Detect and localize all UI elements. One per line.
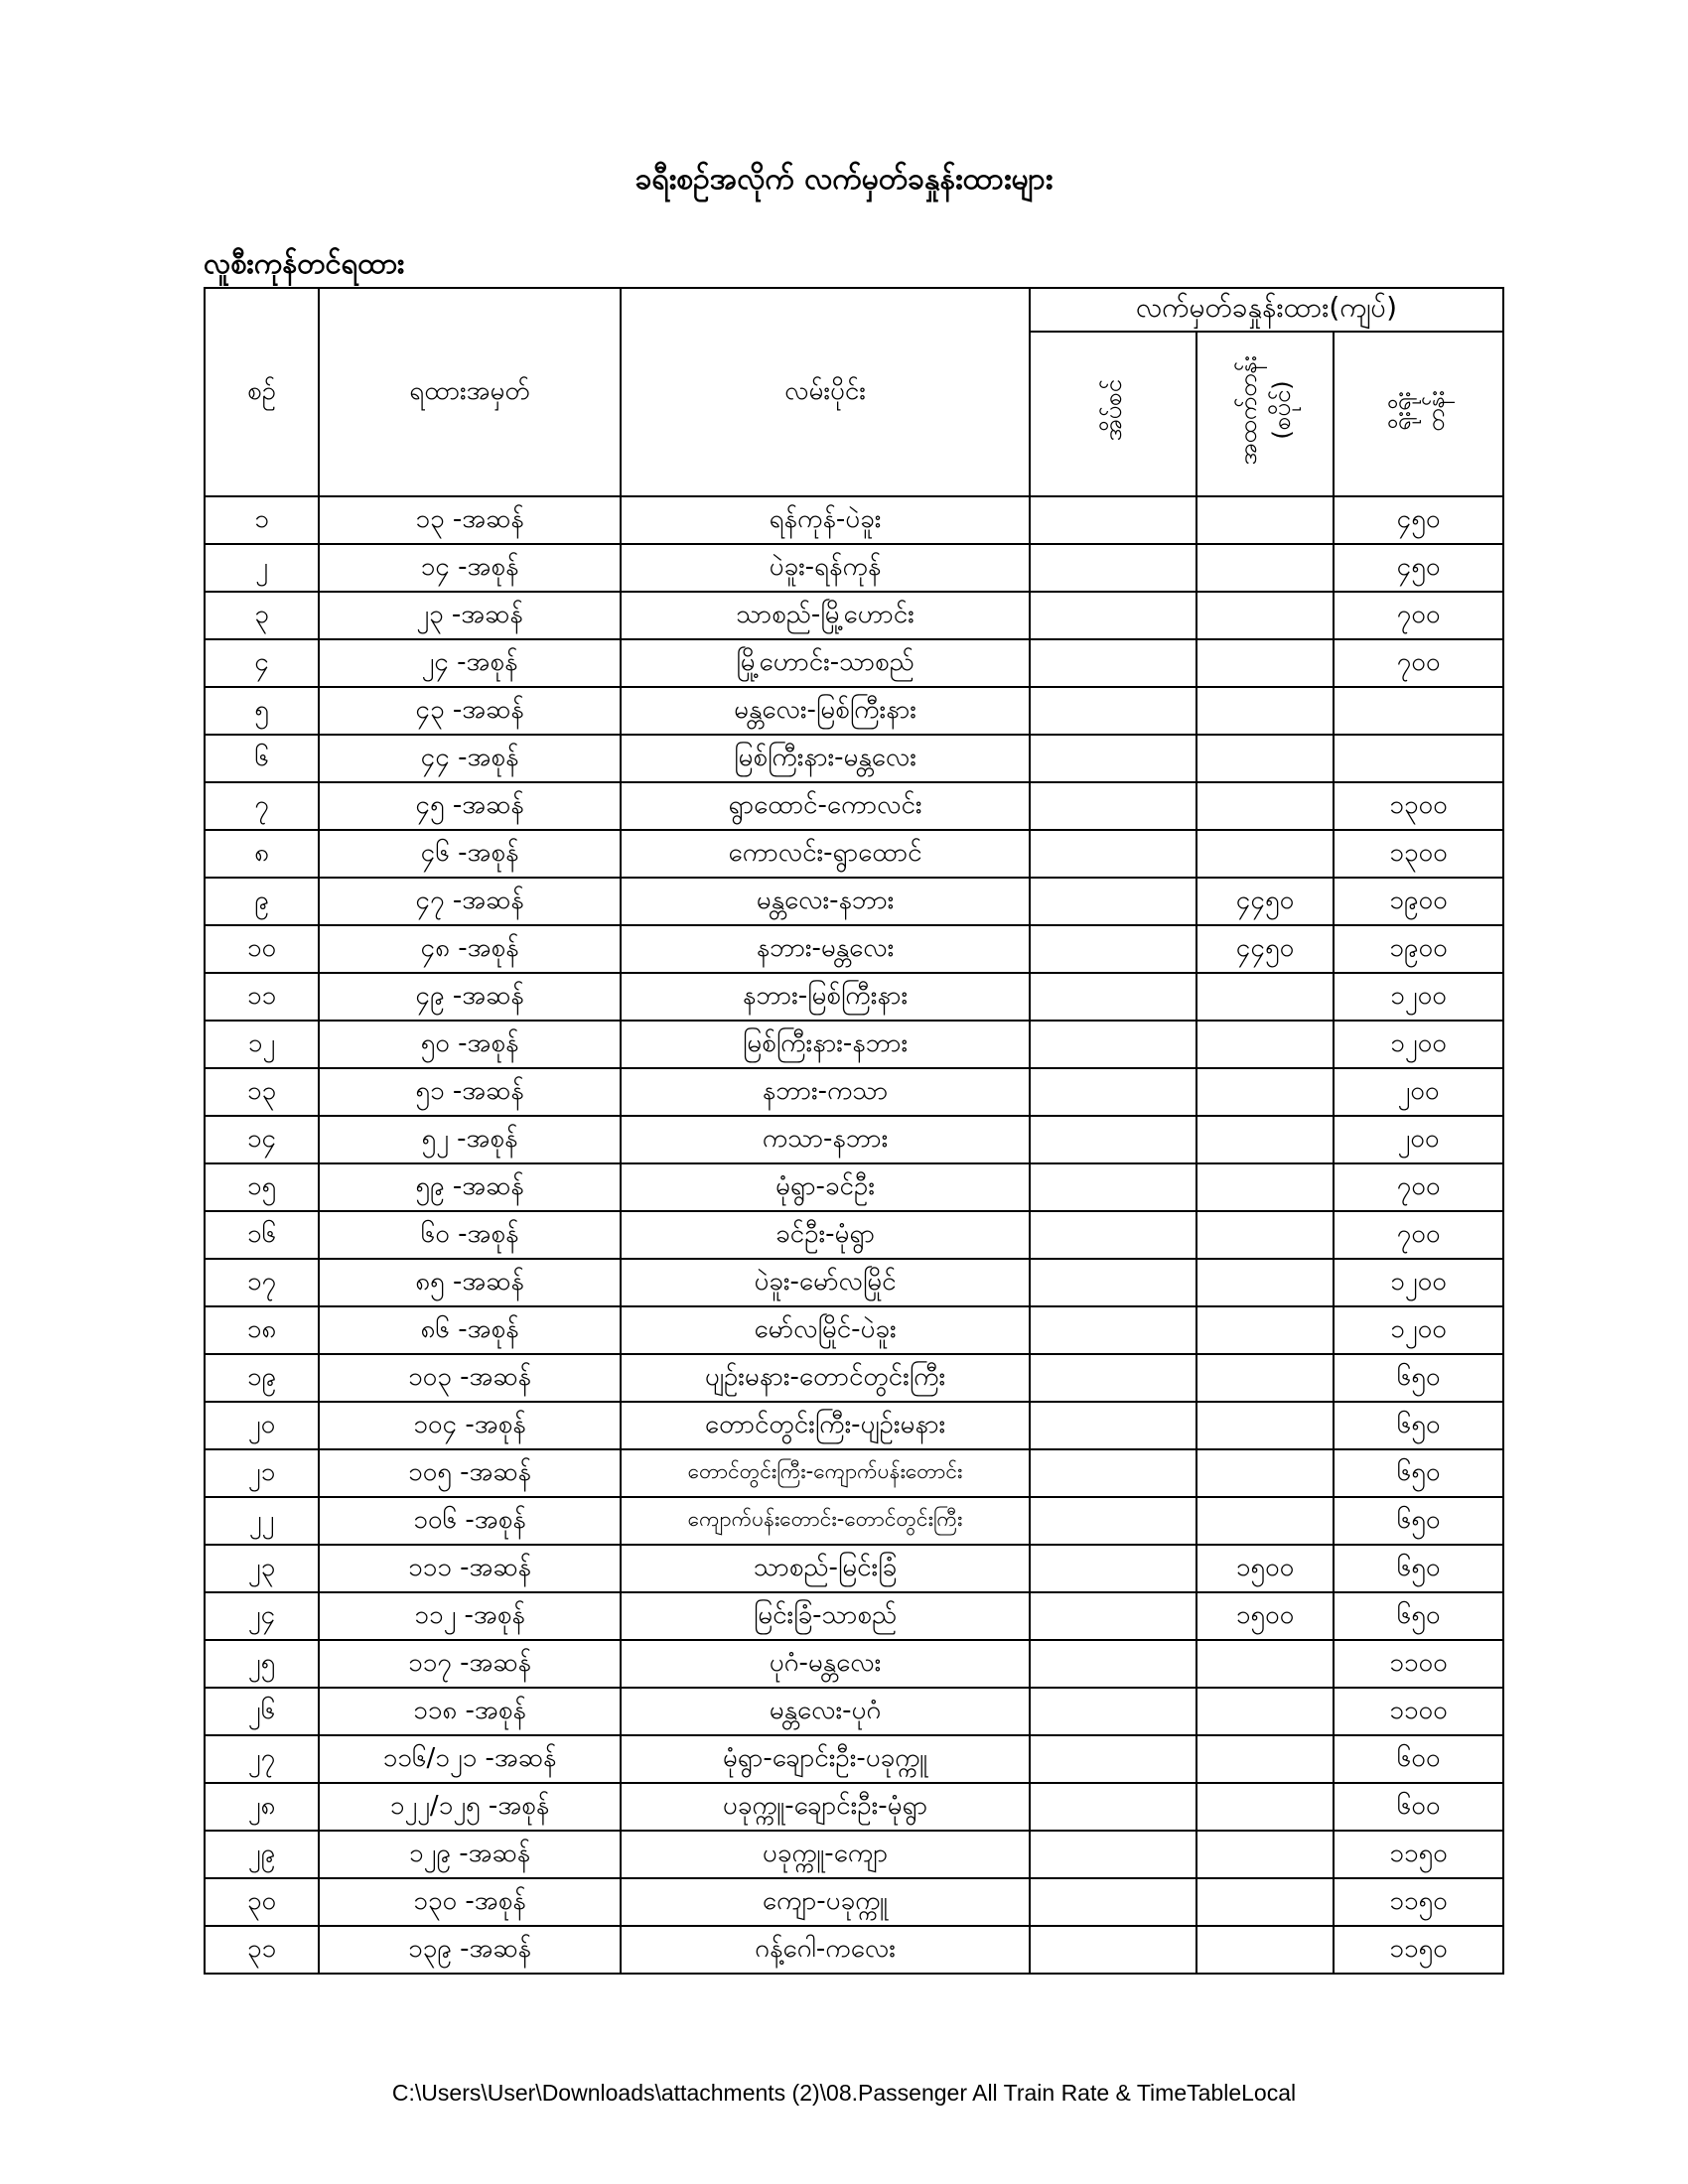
sleeper-rate-cell — [1030, 1163, 1196, 1211]
sleeper-rate-cell — [1030, 1926, 1196, 1974]
route-cell: မြင်းခြံ-သာစည် — [621, 1592, 1030, 1640]
sleeper-rate-cell — [1030, 639, 1196, 687]
ordinary-rate-cell: ၄၅၀ — [1334, 544, 1503, 592]
upper-class-rate-cell — [1196, 1831, 1334, 1878]
upper-class-rate-cell — [1196, 1402, 1334, 1449]
section-title: လူစီးကုန်တင်ရထား — [204, 246, 405, 280]
ordinary-rate-cell: ၁၂၀၀ — [1334, 1021, 1503, 1068]
upper-class-rate-cell — [1196, 496, 1334, 544]
upper-class-rate-cell — [1196, 1735, 1334, 1783]
sleeper-rate-cell — [1030, 496, 1196, 544]
ordinary-rate-cell: ၆၀၀ — [1334, 1783, 1503, 1831]
ordinary-rate-cell — [1334, 687, 1503, 735]
row-number-cell: ၁၆ — [205, 1211, 319, 1259]
route-cell: ခင်ဦး-မုံရွာ — [621, 1211, 1030, 1259]
sleeper-rate-cell — [1030, 1116, 1196, 1163]
row-number-cell: ၁၇ — [205, 1259, 319, 1306]
train-number-cell: ၄၈ -အစုန် — [319, 925, 621, 973]
ordinary-rate-cell: ၆၅၀ — [1334, 1545, 1503, 1592]
ordinary-rate-cell: ၁၁၅၀ — [1334, 1831, 1503, 1878]
sleeper-rate-cell — [1030, 687, 1196, 735]
ordinary-rate-cell: ၇၀၀ — [1334, 1163, 1503, 1211]
header-upper-class-label: အထက်တန်း (စပိုင်) — [1234, 355, 1296, 466]
header-rate-group: လက်မှတ်ခနှုန်းထား(ကျပ်) — [1030, 288, 1503, 332]
rate-table — [204, 287, 1504, 1975]
sleeper-rate-cell — [1030, 1688, 1196, 1735]
ordinary-rate-cell: ၆၅၀ — [1334, 1354, 1503, 1402]
train-number-cell: ၅၉ -အဆန် — [319, 1163, 621, 1211]
table-row — [205, 925, 1503, 973]
ordinary-rate-cell: ၇၀၀ — [1334, 592, 1503, 639]
table-row — [205, 878, 1503, 925]
train-number-cell: ၄၆ -အစုန် — [319, 830, 621, 878]
train-number-cell: ၁၀၆ -အစုန် — [319, 1497, 621, 1545]
sleeper-rate-cell — [1030, 1259, 1196, 1306]
sleeper-rate-cell — [1030, 1592, 1196, 1640]
table-row — [205, 973, 1503, 1021]
row-number-cell: ၆ — [205, 735, 319, 782]
sleeper-rate-cell — [1030, 1449, 1196, 1497]
row-number-cell: ၂၄ — [205, 1592, 319, 1640]
train-number-cell: ၂၃ -အဆန် — [319, 592, 621, 639]
sleeper-rate-cell — [1030, 973, 1196, 1021]
route-cell: ကျောက်ပန်းတောင်း-တောင်တွင်းကြီး — [621, 1497, 1030, 1545]
table-row — [205, 1783, 1503, 1831]
row-number-cell: ၂ — [205, 544, 319, 592]
ordinary-rate-cell: ၁၃၀၀ — [1334, 830, 1503, 878]
table-row — [205, 1021, 1503, 1068]
ordinary-rate-cell: ၇၀၀ — [1334, 1211, 1503, 1259]
table-row — [205, 1402, 1503, 1449]
row-number-cell: ၁၅ — [205, 1163, 319, 1211]
route-cell: ရွာထောင်-ကောလင်း — [621, 782, 1030, 830]
table-row — [205, 1163, 1503, 1211]
table-row — [205, 687, 1503, 735]
row-number-cell: ၃၁ — [205, 1926, 319, 1974]
table-row — [205, 1878, 1503, 1926]
row-number-cell: ၁၈ — [205, 1306, 319, 1354]
train-number-cell: ၁၄ -အစုန် — [319, 544, 621, 592]
route-cell: သာစည်-မြင်းခြံ — [621, 1545, 1030, 1592]
row-number-cell: ၃၀ — [205, 1878, 319, 1926]
train-number-cell: ၅၂ -အစုန် — [319, 1116, 621, 1163]
route-cell: ဂန့်ဂေါ-ကလေး — [621, 1926, 1030, 1974]
row-number-cell: ၂၆ — [205, 1688, 319, 1735]
row-number-cell: ၇ — [205, 782, 319, 830]
upper-class-rate-cell — [1196, 592, 1334, 639]
table-row — [205, 782, 1503, 830]
table-row — [205, 1211, 1503, 1259]
sleeper-rate-cell — [1030, 1402, 1196, 1449]
route-cell: တောင်တွင်းကြီး-ကျောက်ပန်းတောင်း — [621, 1449, 1030, 1497]
ordinary-rate-cell: ၁၂၀၀ — [1334, 1306, 1503, 1354]
ordinary-rate-cell: ၁၁၀၀ — [1334, 1640, 1503, 1688]
sleeper-rate-cell — [1030, 1497, 1196, 1545]
train-number-cell: ၁၁၈ -အစုန် — [319, 1688, 621, 1735]
route-cell: ပုဂံ-မန္တလေး — [621, 1640, 1030, 1688]
upper-class-rate-cell — [1196, 1783, 1334, 1831]
upper-class-rate-cell — [1196, 1926, 1334, 1974]
ordinary-rate-cell: ၆၅၀ — [1334, 1497, 1503, 1545]
ordinary-rate-cell: ၁၉၀၀ — [1334, 878, 1503, 925]
table-row — [205, 1259, 1503, 1306]
table-row — [205, 1831, 1503, 1878]
row-number-cell: ၈ — [205, 830, 319, 878]
sleeper-rate-cell — [1030, 735, 1196, 782]
upper-class-rate-cell — [1196, 1021, 1334, 1068]
sleeper-rate-cell — [1030, 1021, 1196, 1068]
header-ordinary-class-label: ရိုးရိုး တန်း — [1387, 389, 1450, 432]
table-row — [205, 735, 1503, 782]
sleeper-rate-cell — [1030, 1211, 1196, 1259]
row-number-cell: ၃ — [205, 592, 319, 639]
upper-class-rate-cell — [1196, 1688, 1334, 1735]
table-row — [205, 1545, 1503, 1592]
ordinary-rate-cell: ၆၀၀ — [1334, 1735, 1503, 1783]
table-row — [205, 1640, 1503, 1688]
route-cell: မန္တလေး-မြစ်ကြီးနား — [621, 687, 1030, 735]
ordinary-rate-cell: ၁၁၀၀ — [1334, 1688, 1503, 1735]
upper-class-rate-cell — [1196, 1306, 1334, 1354]
route-cell: မြစ်ကြီးနား-မန္တလေး — [621, 735, 1030, 782]
train-number-cell: ၅၁ -အဆန် — [319, 1068, 621, 1116]
sleeper-rate-cell — [1030, 1545, 1196, 1592]
route-cell: သာစည်-မြို့ဟောင်း — [621, 592, 1030, 639]
table-row — [205, 639, 1503, 687]
row-number-cell: ၂၈ — [205, 1783, 319, 1831]
row-number-cell: ၁၉ — [205, 1354, 319, 1402]
train-number-cell: ၁၂၉ -အဆန် — [319, 1831, 621, 1878]
upper-class-rate-cell — [1196, 830, 1334, 878]
upper-class-rate-cell: ၁၅၀၀ — [1196, 1592, 1334, 1640]
header-no: စဉ် — [205, 288, 319, 496]
ordinary-rate-cell: ၁၁၅၀ — [1334, 1878, 1503, 1926]
route-cell: နဘား-ကသာ — [621, 1068, 1030, 1116]
ordinary-rate-cell: ၁၃၀၀ — [1334, 782, 1503, 830]
upper-class-rate-cell — [1196, 1211, 1334, 1259]
route-cell: မုံရွာ-ချောင်းဦး-ပခုက္ကူ — [621, 1735, 1030, 1783]
route-cell: မန္တလေး-ပုဂံ — [621, 1688, 1030, 1735]
row-number-cell: ၂၂ — [205, 1497, 319, 1545]
table-row — [205, 1926, 1503, 1974]
sleeper-rate-cell — [1030, 925, 1196, 973]
file-path-footer: C:\Users\User\Downloads\attachments (2)\08.Passenger All Train Rate & TimeTableLocal — [391, 2080, 1297, 2106]
sleeper-rate-cell — [1030, 878, 1196, 925]
row-number-cell: ၅ — [205, 687, 319, 735]
train-number-cell: ၆၀ -အစုန် — [319, 1211, 621, 1259]
header-sleeper-label: အိပ်စင် — [1099, 379, 1127, 442]
row-number-cell: ၁၄ — [205, 1116, 319, 1163]
route-cell: တောင်တွင်းကြီး-ပျဉ်းမနား — [621, 1402, 1030, 1449]
table-row — [205, 544, 1503, 592]
upper-class-rate-cell — [1196, 1640, 1334, 1688]
route-cell: မုံရွာ-ခင်ဦး — [621, 1163, 1030, 1211]
table-row — [205, 592, 1503, 639]
table-row — [205, 1116, 1503, 1163]
row-number-cell: ၁၀ — [205, 925, 319, 973]
row-number-cell: ၂၉ — [205, 1831, 319, 1878]
table-row — [205, 1592, 1503, 1640]
upper-class-rate-cell — [1196, 1497, 1334, 1545]
train-number-cell: ၂၄ -အစုန် — [319, 639, 621, 687]
upper-class-rate-cell — [1196, 782, 1334, 830]
train-number-cell: ၁၀၃ -အဆန် — [319, 1354, 621, 1402]
train-number-cell: ၁၁၇ -အဆန် — [319, 1640, 621, 1688]
route-cell: နဘား-မန္တလေး — [621, 925, 1030, 973]
route-cell: မြစ်ကြီးနား-နဘား — [621, 1021, 1030, 1068]
train-number-cell: ၄၇ -အဆန် — [319, 878, 621, 925]
row-number-cell: ၂၃ — [205, 1545, 319, 1592]
row-number-cell: ၁ — [205, 496, 319, 544]
table-row — [205, 496, 1503, 544]
table-row — [205, 1735, 1503, 1783]
ordinary-rate-cell: ၆၅၀ — [1334, 1449, 1503, 1497]
header-route: လမ်းပိုင်း — [621, 288, 1030, 496]
sleeper-rate-cell — [1030, 1831, 1196, 1878]
route-cell: နဘား-မြစ်ကြီးနား — [621, 973, 1030, 1021]
sleeper-rate-cell — [1030, 1068, 1196, 1116]
row-number-cell: ၂၀ — [205, 1402, 319, 1449]
route-cell: ပခုက္ကူ-ချောင်းဦး-မုံရွာ — [621, 1783, 1030, 1831]
ordinary-rate-cell: ၂၀၀ — [1334, 1068, 1503, 1116]
upper-class-rate-cell — [1196, 1449, 1334, 1497]
table-row — [205, 1449, 1503, 1497]
ordinary-rate-cell: ၆၅၀ — [1334, 1402, 1503, 1449]
upper-class-rate-cell — [1196, 544, 1334, 592]
row-number-cell: ၂၁ — [205, 1449, 319, 1497]
sleeper-rate-cell — [1030, 782, 1196, 830]
row-number-cell: ၂၇ — [205, 1735, 319, 1783]
row-number-cell: ၁၃ — [205, 1068, 319, 1116]
train-number-cell: ၈၆ -အစုန် — [319, 1306, 621, 1354]
table-row — [205, 830, 1503, 878]
sleeper-rate-cell — [1030, 1640, 1196, 1688]
route-cell: ပျဉ်းမနား-တောင်တွင်းကြီး — [621, 1354, 1030, 1402]
train-number-cell: ၄၉ -အဆန် — [319, 973, 621, 1021]
table-row — [205, 1068, 1503, 1116]
route-cell: ပဲခူး-ရန်ကုန် — [621, 544, 1030, 592]
train-number-cell: ၁၃ -အဆန် — [319, 496, 621, 544]
sleeper-rate-cell — [1030, 830, 1196, 878]
sleeper-rate-cell — [1030, 544, 1196, 592]
route-cell: ရန်ကုန်-ပဲခူး — [621, 496, 1030, 544]
train-number-cell: ၄၃ -အဆန် — [319, 687, 621, 735]
route-cell: ပဲခူး-မော်လမြိုင် — [621, 1259, 1030, 1306]
table-row — [205, 1306, 1503, 1354]
ordinary-rate-cell: ၁၂၀၀ — [1334, 1259, 1503, 1306]
route-cell: မော်လမြိုင်-ပဲခူး — [621, 1306, 1030, 1354]
row-number-cell: ၉ — [205, 878, 319, 925]
route-cell: ပခုက္ကူ-ကျော — [621, 1831, 1030, 1878]
ordinary-rate-cell: ၄၅၀ — [1334, 496, 1503, 544]
table-row — [205, 1688, 1503, 1735]
train-number-cell: ၄၅ -အဆန် — [319, 782, 621, 830]
sleeper-rate-cell — [1030, 592, 1196, 639]
route-cell: မန္တလေး-နဘား — [621, 878, 1030, 925]
train-number-cell: ၁၁၁ -အဆန် — [319, 1545, 621, 1592]
ordinary-rate-cell — [1334, 735, 1503, 782]
upper-class-rate-cell — [1196, 973, 1334, 1021]
sleeper-rate-cell — [1030, 1735, 1196, 1783]
upper-class-rate-cell: ၁၅၀၀ — [1196, 1545, 1334, 1592]
ordinary-rate-cell: ၁၂၀၀ — [1334, 973, 1503, 1021]
train-number-cell: ၅၀ -အစုန် — [319, 1021, 621, 1068]
route-cell: ကျော-ပခုက္ကူ — [621, 1878, 1030, 1926]
ordinary-rate-cell: ၁၉၀၀ — [1334, 925, 1503, 973]
train-number-cell: ၁၃၉ -အဆန် — [319, 1926, 621, 1974]
header-upper-class — [1196, 332, 1334, 496]
header-sleeper — [1030, 332, 1196, 496]
train-number-cell: ၁၃၀ -အစုန် — [319, 1878, 621, 1926]
sleeper-rate-cell — [1030, 1878, 1196, 1926]
table-row — [205, 1497, 1503, 1545]
row-number-cell: ၂၅ — [205, 1640, 319, 1688]
row-number-cell: ၁၂ — [205, 1021, 319, 1068]
sleeper-rate-cell — [1030, 1783, 1196, 1831]
sleeper-rate-cell — [1030, 1354, 1196, 1402]
route-cell: မြို့ဟောင်း-သာစည် — [621, 639, 1030, 687]
upper-class-rate-cell — [1196, 639, 1334, 687]
train-number-cell: ၁၂၂/၁၂၅ -အစုန် — [319, 1783, 621, 1831]
table-body — [205, 496, 1503, 1974]
train-number-cell: ၈၅ -အဆန် — [319, 1259, 621, 1306]
row-number-cell: ၄ — [205, 639, 319, 687]
page-title: ခရီးစဉ်အလိုက် လက်မှတ်ခနှုန်းထားများ — [634, 162, 1054, 197]
upper-class-rate-cell — [1196, 1878, 1334, 1926]
header-train: ရထားအမှတ် — [319, 288, 621, 496]
route-cell: ကောလင်း-ရွာထောင် — [621, 830, 1030, 878]
row-number-cell: ၁၁ — [205, 973, 319, 1021]
train-number-cell: ၁၁၂ -အစုန် — [319, 1592, 621, 1640]
upper-class-rate-cell — [1196, 1068, 1334, 1116]
ordinary-rate-cell: ၆၅၀ — [1334, 1592, 1503, 1640]
train-number-cell: ၁၁၆/၁၂၁ -အဆန် — [319, 1735, 621, 1783]
upper-class-rate-cell — [1196, 1116, 1334, 1163]
ordinary-rate-cell: ၁၁၅၀ — [1334, 1926, 1503, 1974]
upper-class-rate-cell — [1196, 687, 1334, 735]
sleeper-rate-cell — [1030, 1306, 1196, 1354]
ordinary-rate-cell: ၂၀၀ — [1334, 1116, 1503, 1163]
route-cell: ကသာ-နဘား — [621, 1116, 1030, 1163]
upper-class-rate-cell — [1196, 1354, 1334, 1402]
upper-class-rate-cell: ၄၄၅၀ — [1196, 878, 1334, 925]
upper-class-rate-cell — [1196, 1259, 1334, 1306]
upper-class-rate-cell: ၄၄၅၀ — [1196, 925, 1334, 973]
ordinary-rate-cell: ၇၀၀ — [1334, 639, 1503, 687]
train-number-cell: ၁၀၅ -အဆန် — [319, 1449, 621, 1497]
upper-class-rate-cell — [1196, 735, 1334, 782]
train-number-cell: ၁၀၄ -အစုန် — [319, 1402, 621, 1449]
table-row — [205, 1354, 1503, 1402]
train-number-cell: ၄၄ -အစုန် — [319, 735, 621, 782]
upper-class-rate-cell — [1196, 1163, 1334, 1211]
header-ordinary-class — [1334, 332, 1503, 496]
